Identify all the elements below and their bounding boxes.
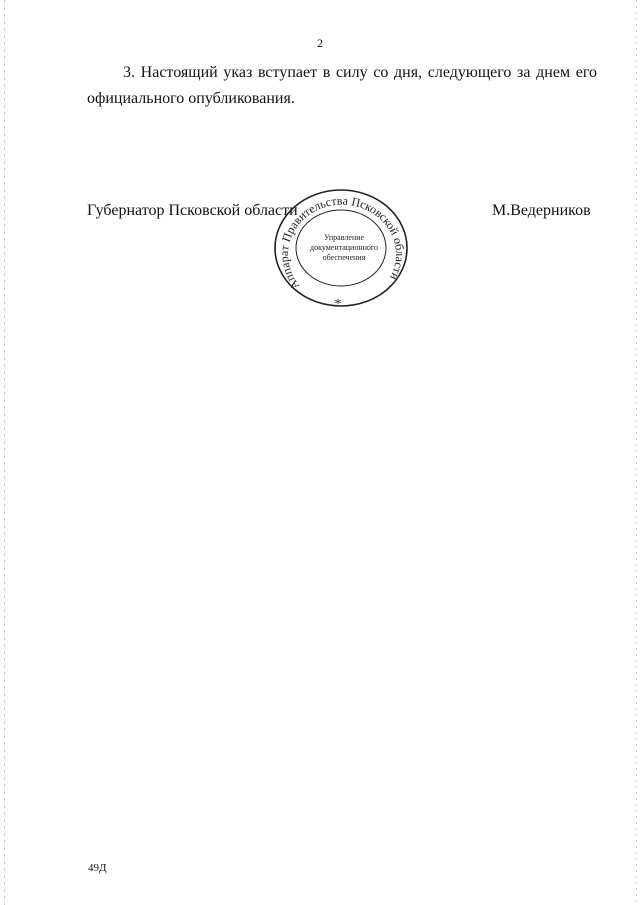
seal-inner-line-3: обеспечения (322, 253, 366, 262)
page-number: 2 (317, 36, 323, 50)
signature-name: М.Ведерников (492, 202, 591, 219)
seal-star-icon: * (334, 297, 342, 310)
signature-title: Губернатор Псковской области (87, 202, 298, 219)
official-seal (272, 186, 410, 310)
footer-code: 49Д (88, 862, 107, 874)
decree-paragraph: 3. Настоящий указ вступает в силу со дня, следующего за днем его официального опубликования. (87, 64, 597, 107)
seal-inner-line-1: Управление (323, 233, 365, 242)
scan-edge-right (636, 0, 637, 905)
seal-outer-text: Аппарат Правительства Псковской области (276, 193, 408, 293)
scan-edge-left (4, 0, 5, 905)
seal-inner-line-2: документационного (310, 243, 378, 252)
